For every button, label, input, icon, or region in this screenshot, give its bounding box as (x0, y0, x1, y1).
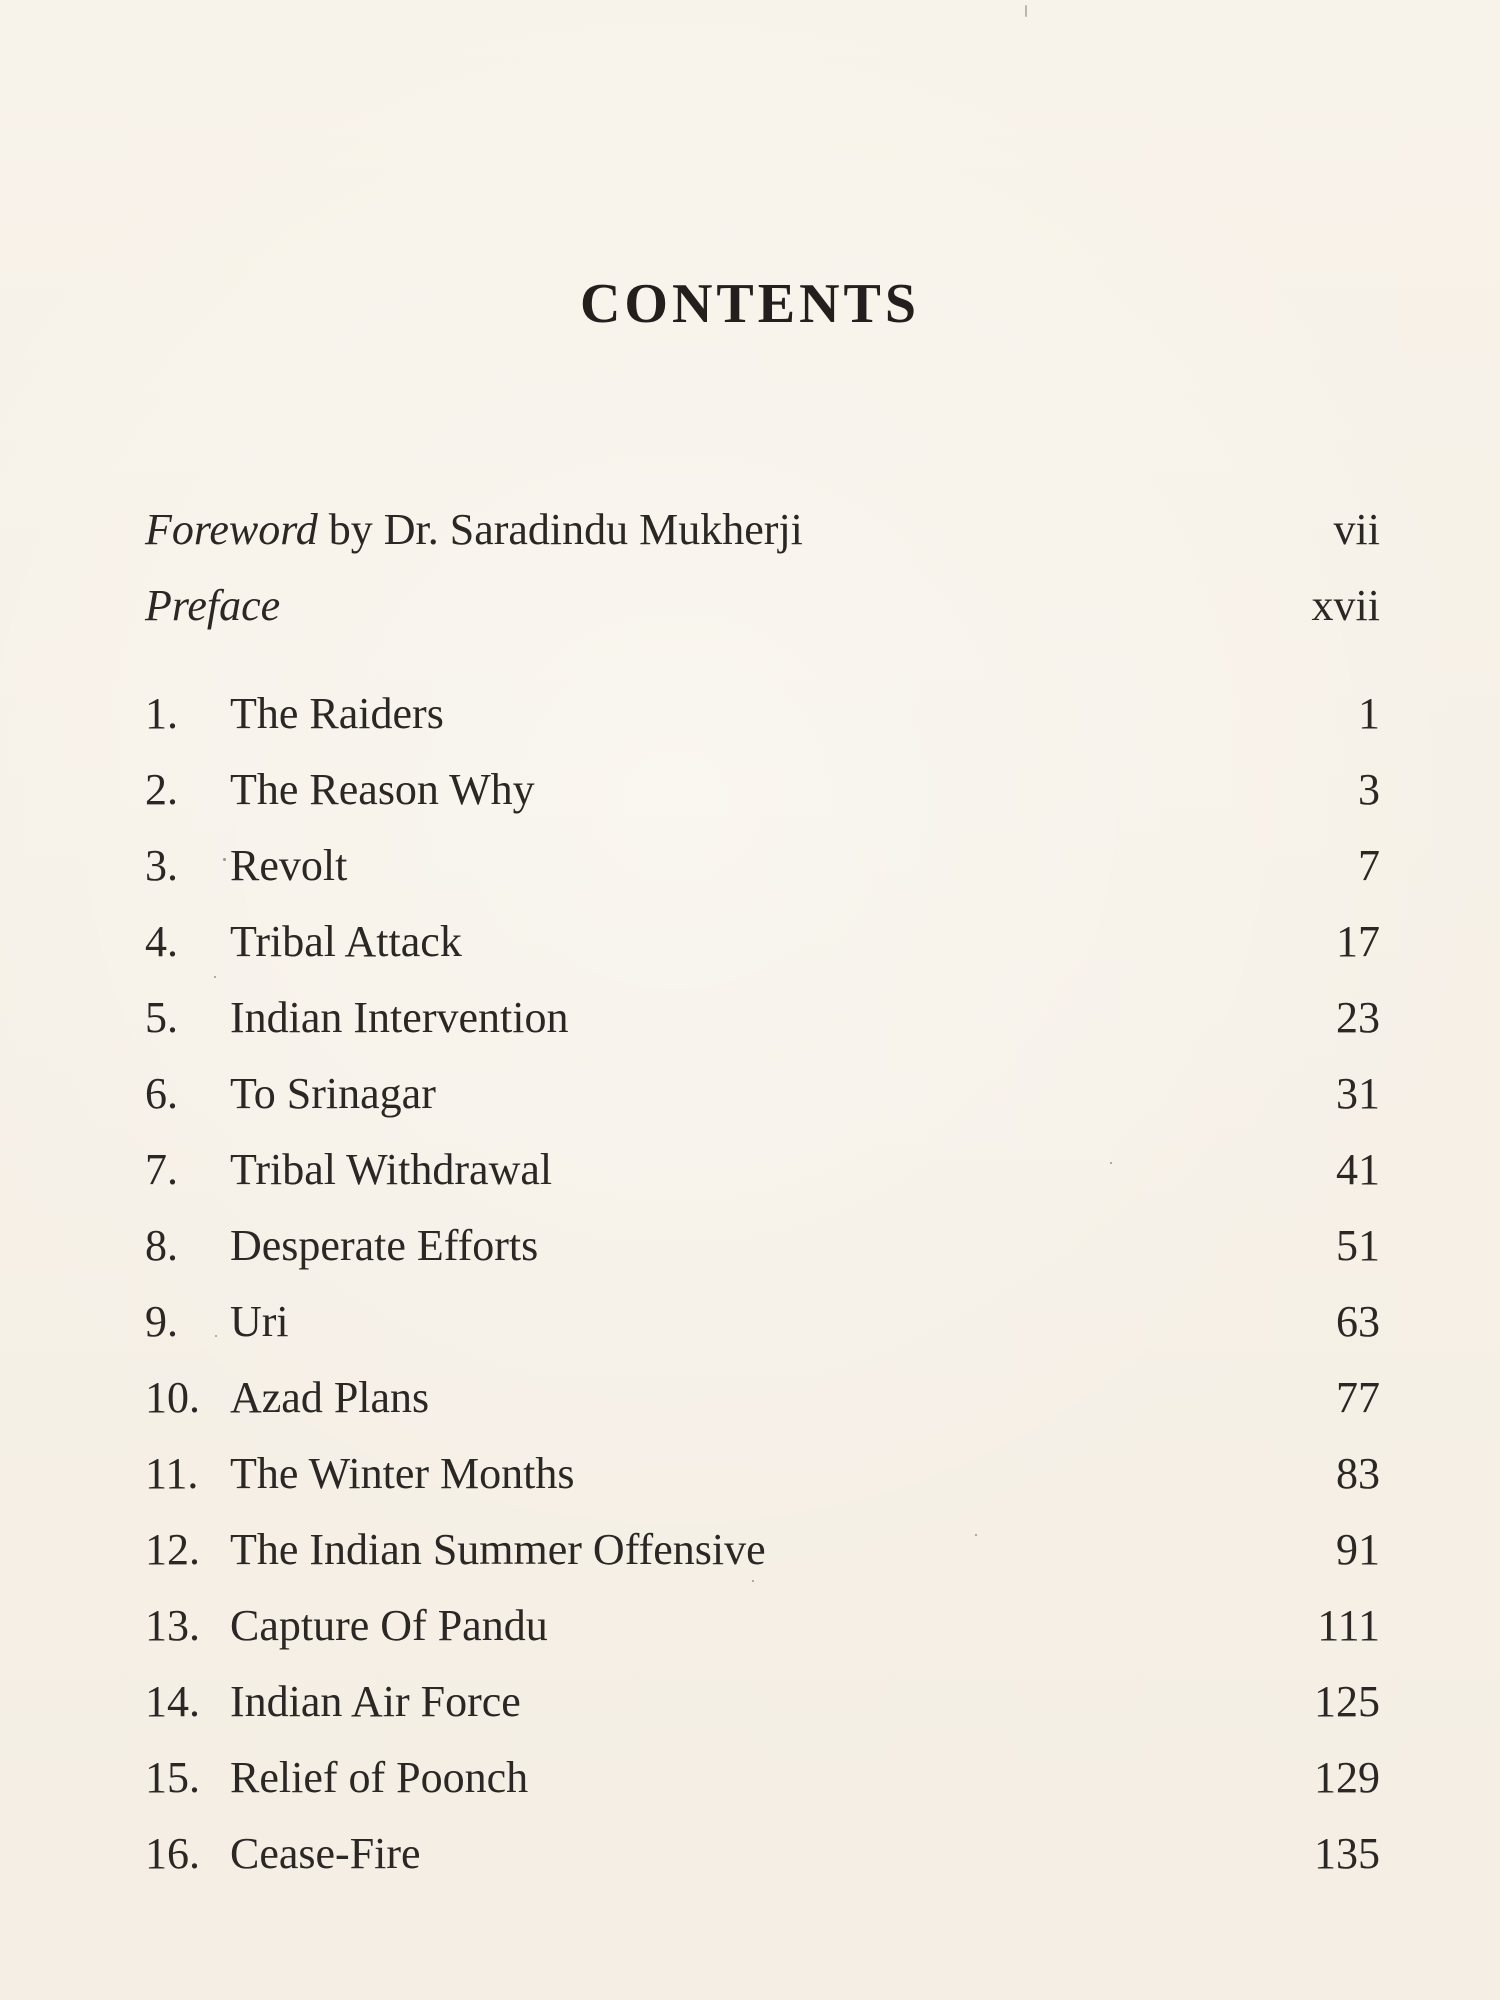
page-title: CONTENTS (579, 273, 921, 335)
paper-speck (1110, 1162, 1112, 1164)
chapter-row (145, 1588, 1380, 1664)
chapter-page-number: 91 (1336, 1525, 1380, 1574)
chapter-page-number: 1 (1358, 689, 1380, 738)
chapter-row (145, 1512, 1380, 1588)
chapter-page-number: 31 (1336, 1069, 1380, 1118)
front-matter-label (145, 568, 280, 644)
chapter-number: 6. (145, 1069, 178, 1118)
chapter-row (145, 1056, 1380, 1132)
chapter-page-number: 3 (1358, 765, 1380, 814)
chapter-row (145, 904, 1380, 980)
chapter-page-number: 17 (1336, 917, 1380, 966)
chapter-page-number: 135 (1314, 1829, 1380, 1878)
paper-speck (214, 976, 216, 978)
paper-speck (215, 1335, 217, 1337)
chapter-number: 4. (145, 917, 178, 966)
front-matter-list (145, 492, 1380, 644)
chapter-number: 7. (145, 1145, 178, 1194)
chapter-page-number: 7 (1358, 841, 1380, 890)
chapter-number: 15. (145, 1753, 200, 1802)
chapter-title: Azad Plans (230, 1373, 430, 1422)
chapter-number: 2. (145, 765, 178, 814)
chapter-title: Relief of Poonch (230, 1753, 529, 1802)
chapter-title: The Winter Months (230, 1449, 575, 1498)
chapter-row (145, 1132, 1380, 1208)
chapter-number: 12. (145, 1525, 200, 1574)
chapter-page-number: 111 (1317, 1601, 1380, 1650)
chapter-row (145, 1740, 1380, 1816)
chapter-title: Capture Of Pandu (230, 1601, 548, 1650)
front-matter-label-rest: by Dr. Saradindu Mukherji (317, 505, 803, 554)
chapter-number: 3. (145, 841, 178, 890)
chapter-title: Uri (230, 1297, 289, 1346)
chapter-title: Tribal Withdrawal (230, 1145, 553, 1194)
chapter-row (145, 828, 1380, 904)
chapter-number: 11. (145, 1449, 199, 1498)
front-matter-page-number: vii (1333, 505, 1380, 554)
chapter-number: 13. (145, 1601, 200, 1650)
chapter-title: The Indian Summer Offensive (230, 1525, 766, 1574)
front-matter-label-italic: Preface (145, 581, 281, 630)
paper-mark (1025, 5, 1027, 17)
chapter-title: The Raiders (230, 689, 444, 738)
chapter-page-number: 41 (1336, 1145, 1380, 1194)
chapter-row (145, 1360, 1380, 1436)
chapter-title: To Srinagar (230, 1069, 436, 1118)
chapter-title: Desperate Efforts (230, 1221, 539, 1270)
chapter-title: The Reason Why (230, 765, 535, 814)
front-matter-page-number: xvii (1311, 581, 1380, 630)
front-matter-label-italic: Foreword (145, 505, 318, 554)
chapter-list (145, 676, 1380, 1892)
front-matter-row (145, 568, 1380, 644)
chapter-page-number: 129 (1314, 1753, 1380, 1802)
chapter-page-number: 77 (1336, 1373, 1380, 1422)
chapter-row (145, 1436, 1380, 1512)
chapter-number: 1. (145, 689, 178, 738)
chapter-number: 10. (145, 1373, 200, 1422)
chapter-page-number: 83 (1336, 1449, 1380, 1498)
chapter-page-number: 125 (1314, 1677, 1380, 1726)
front-matter-label (145, 492, 803, 568)
chapter-number: 5. (145, 993, 178, 1042)
chapter-row (145, 1664, 1380, 1740)
chapter-row (145, 752, 1380, 828)
chapter-title: Revolt (230, 841, 348, 890)
chapter-number: 9. (145, 1297, 178, 1346)
front-matter-row (145, 492, 1380, 568)
chapter-number: 14. (145, 1677, 200, 1726)
paper-speck (223, 858, 226, 861)
chapter-title: Cease-Fire (230, 1829, 421, 1878)
chapter-title: Indian Intervention (230, 993, 569, 1042)
paper-speck (752, 1580, 754, 1582)
chapter-page-number: 63 (1336, 1297, 1380, 1346)
paper-speck (975, 1534, 977, 1536)
chapter-page-number: 23 (1336, 993, 1380, 1042)
chapter-title: Tribal Attack (230, 917, 462, 966)
chapter-number: 8. (145, 1221, 178, 1270)
chapter-row (145, 980, 1380, 1056)
chapter-title: Indian Air Force (230, 1677, 521, 1726)
chapter-row (145, 1208, 1380, 1284)
chapter-row (145, 1816, 1380, 1892)
chapter-number: 16. (145, 1829, 200, 1878)
chapter-page-number: 51 (1336, 1221, 1380, 1270)
chapter-row (145, 676, 1380, 752)
chapter-row (145, 1284, 1380, 1360)
